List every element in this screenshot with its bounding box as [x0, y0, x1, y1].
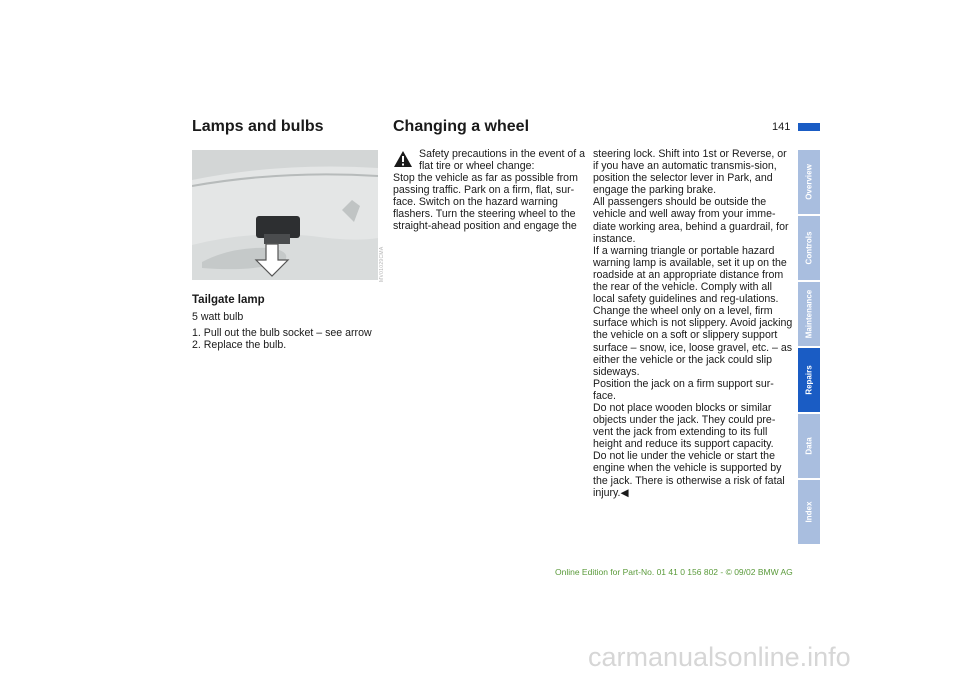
- paragraph-warning-triangle: If a warning triangle or portable hazard warning lamp is available, set it up on the roadside at an appropriate distance from the rear of the vehicle. Comply with all local safety guidelines and reg-ulations.: [593, 244, 787, 306]
- tailgate-lamp-illustration: [192, 150, 378, 280]
- safety-intro: Safety precautions in the event of a flat tire or wheel change:: [419, 148, 586, 173]
- step-2: 2. Replace the bulb.: [192, 339, 287, 351]
- paragraph-wooden-blocks: Do not place wooden blocks or similar objects under the jack. They could pre-vent the jack from extending to its full height and reduce its support capacity.: [593, 401, 776, 451]
- paragraph-fatal-injury: Do not lie under the vehicle or start the engine when the vehicle is supported by the jack. There is otherwise a risk of fatal injury.◀: [593, 450, 785, 499]
- figure-code: MV01029CMA: [379, 246, 385, 282]
- tab-repairs[interactable]: Repairs: [798, 348, 820, 412]
- tab-data[interactable]: Data: [798, 414, 820, 478]
- tab-maintenance[interactable]: Maintenance: [798, 282, 820, 346]
- section-tab-bar: [798, 150, 820, 546]
- page-marker-bar: [798, 123, 820, 131]
- paragraph-jack-position: Position the jack on a firm support sur-face.: [593, 377, 774, 402]
- tab-controls[interactable]: Controls: [798, 216, 820, 280]
- safety-body-col2: [593, 148, 793, 499]
- warning-triangle-icon: [393, 150, 413, 168]
- bulb-spec: 5 watt bulb: [192, 311, 244, 323]
- paragraph-passengers: All passengers should be outside the vehicle and well away from your imme-diate working area, behind a guardrail, for instance.: [593, 196, 789, 245]
- section-title-wheel: Changing a wheel: [393, 118, 530, 135]
- tailgate-lamp-heading: Tailgate lamp: [192, 294, 265, 306]
- step-1: 1. Pull out the bulb socket – see arrow: [192, 327, 372, 339]
- tab-index[interactable]: Index: [798, 480, 820, 544]
- safety-body-col1: Stop the vehicle as far as possible from passing traffic. Park on a firm, flat, sur-face. Switch on the hazard warning flashers. Turn the steering wheel to the straight-ahead position and engage the: [393, 172, 578, 233]
- tab-overview[interactable]: Overview: [798, 150, 820, 214]
- paragraph-level-surface: Change the wheel only on a level, firm surface which is not slippery. Avoid jacking the vehicle on a soft or slippery support surface – snow, ice, loose gravel, etc. – as either the vehicle or the jack could slip sideways.: [593, 305, 793, 378]
- section-title-lamps: Lamps and bulbs: [192, 118, 324, 135]
- page-number: 141: [772, 121, 791, 133]
- footer-edition-note: Online Edition for Part-No. 01 41 0 156 802 - © 09/02 BMW AG: [555, 567, 793, 577]
- site-watermark: carmanualsonline.info: [588, 642, 851, 672]
- paragraph-steering-lock: steering lock. Shift into 1st or Reverse, or if you have an automatic transmis-sion, position the selector lever in Park, and engage the parking brake.: [593, 148, 787, 197]
